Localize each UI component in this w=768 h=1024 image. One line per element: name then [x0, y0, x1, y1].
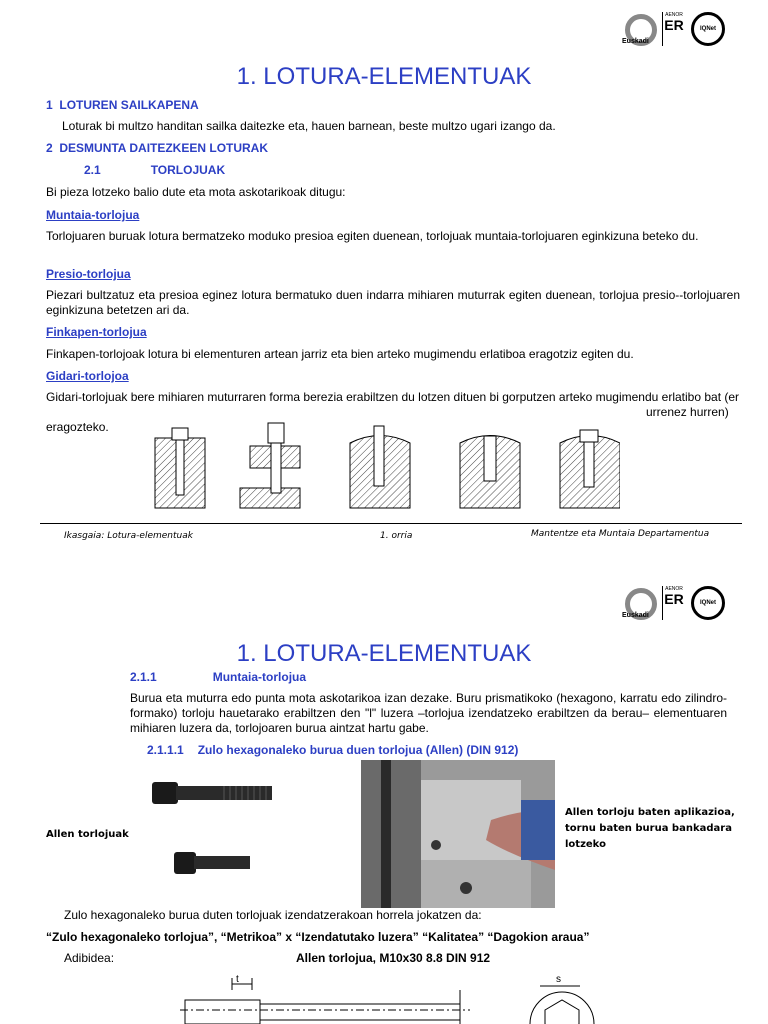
page-title: 1. LOTURA-ELEMENTUAK: [236, 63, 532, 90]
aenor-er-logo: AENOR ER: [662, 12, 685, 46]
screw-drawing-1: [155, 428, 205, 508]
link-finkapen-torlojua[interactable]: Finkapen-torlojua: [46, 325, 147, 339]
dim-s-label: s: [556, 974, 561, 985]
presio-text: Piezari bultzatuz eta presioa eginez lotura bermatuko duen indarra mihiaren muturrak egiten duenean, torlojua presio--torlojuaren eginkizuna betetzen ari da.: [46, 288, 740, 317]
page-title-2: 1. LOTURA-ELEMENTUAK: [236, 640, 532, 667]
section-1-text: Loturak bi multzo handitan sailka daitezke eta, hauen barnean, beste multzo ugari izango da.: [62, 119, 556, 133]
intro-text: Bi pieza lotzeko balio dute eta mota askotarikoak ditugu:: [46, 185, 346, 199]
footer-page-number: 1. orria: [380, 531, 413, 541]
allen-screw-technical-drawing: [170, 970, 610, 1024]
allen-application-photo: [361, 760, 555, 908]
gidari-text: Gidari-torlojuak bere mihiaren muturraren forma berezia erabiltzen du lotzen dituen bi gorputzen arteko mugimendu erlatibo bat (er: [46, 390, 740, 404]
finkapen-text: Finkapen-torlojoak lotura bi elementuren artean jarriz eta bien arteko mugimendu erlatiboa eragotziz egiten du.: [46, 347, 634, 361]
gidari-text-end: eragozteko.: [46, 420, 109, 434]
screw-drawing-5: [560, 430, 620, 508]
designation-formula: “Zulo hexagonaleko torlojua”, “Metrikoa” x “Izendatutako luzera” “Kalitatea” “Dagokion araua”: [46, 930, 590, 944]
muntaia-text: Torlojuaren buruak lotura bermatzeko moduko presioa egiten duenean, torlojuak muntaia-torlojuaren eginkizuna beteko du.: [46, 229, 699, 243]
footer-left: Ikasgaia: Lotura-elementuak: [64, 531, 193, 541]
application-caption: Allen torloju baten aplikazioa, tornu baten burua bankadara lotzeko: [565, 807, 735, 850]
allen-screws-photo: [134, 764, 296, 902]
allen-label: Allen torlojuak: [46, 829, 129, 840]
screw-drawing-4: [460, 436, 520, 509]
iqnet-logo: IQNet: [691, 12, 725, 46]
euskadi-logo: Euskadi: [622, 12, 656, 46]
link-gidari-torlojoa[interactable]: Gidari-torlojoa: [46, 369, 129, 383]
example-value: Allen torlojua, M10x30 8.8 DIN 912: [296, 951, 491, 965]
muntaia-paragraph: Burua eta muturra edo punta mota askotarikoa izan dezake. Buru prismatikoko (hexagono, karratu edo zilindro-formako) torloju hauetarako erabiltzen den "l" luzera –torlojua izendatzeko erabiltzen da berau– elementuaren mihiaren luzera da, torlojoaren burua aintzat hartu gabe.: [130, 691, 727, 735]
link-muntaia-torlojua[interactable]: Muntaia-torlojua: [46, 208, 140, 222]
footer-rule: [40, 523, 742, 524]
subsection-2-1-1-heading: 2.1.1 Muntaia-torlojua: [130, 670, 307, 684]
screw-drawing-3: [350, 426, 410, 508]
dim-t-label: t: [236, 974, 239, 985]
iqnet-logo: IQNet: [691, 586, 725, 620]
certification-logos-2: [622, 586, 725, 620]
gidari-text-right: urrenez hurren): [646, 405, 729, 419]
screw-types-drawing: [150, 418, 620, 514]
euskadi-logo: Euskadi: [622, 586, 656, 620]
designation-intro: Zulo hexagonaleko burua duten torlojuak izendatzerakoan horrela jokatzen da:: [64, 908, 482, 922]
section-2-heading: 2 DESMUNTA DAITEZKEEN LOTURAK: [46, 141, 269, 155]
screw-drawing-2: [240, 423, 300, 508]
subsection-heading: 2.1 TORLOJUAK: [84, 163, 226, 177]
section-1-heading: 1 LOTUREN SAILKAPENA: [46, 98, 199, 112]
link-presio-torlojua[interactable]: Presio-torlojua: [46, 267, 131, 281]
example-label: Adibidea:: [64, 951, 115, 965]
footer-right: Mantentze eta Muntaia Departamentua: [531, 529, 710, 539]
subsection-allen-heading: 2.1.1.1 Zulo hexagonaleko burua duen torlojua (Allen) (DIN 912): [147, 743, 519, 757]
aenor-er-logo: AENOR ER: [662, 586, 685, 620]
certification-logos: [622, 12, 725, 46]
